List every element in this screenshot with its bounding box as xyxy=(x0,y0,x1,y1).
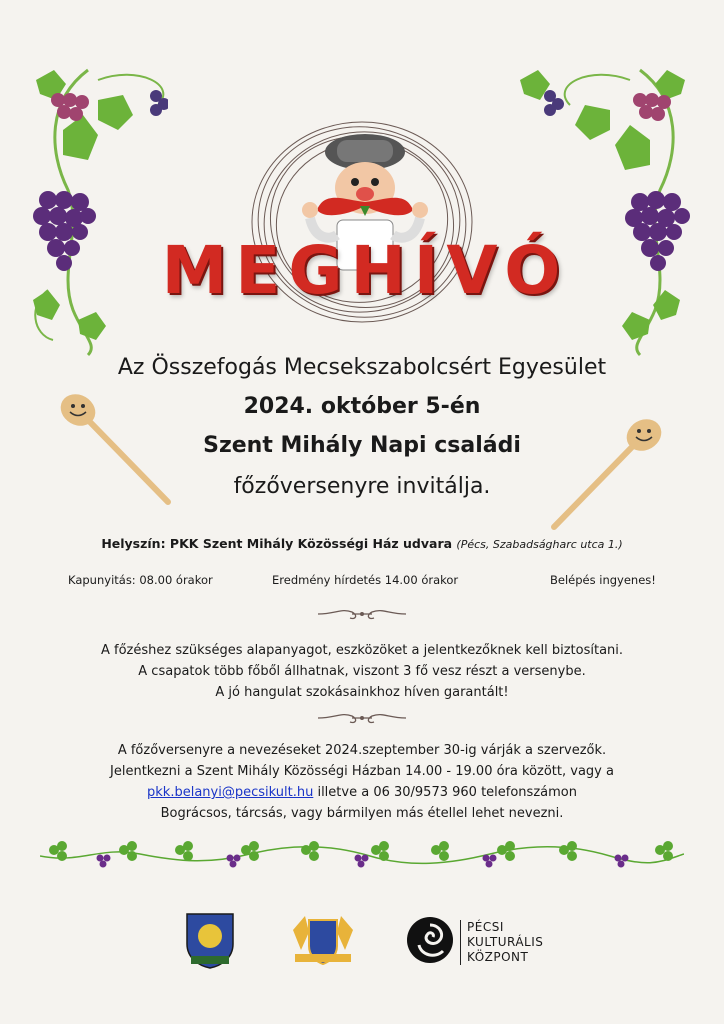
registration-line-3 xyxy=(0,782,724,803)
phone-text: illetve a 06 30/9573 960 telefonszámon xyxy=(313,785,577,800)
rules-line-2: A csapatok több főből állhatnak, viszont 3 fő vesz részt a versenybe. xyxy=(138,664,586,679)
pkk-logo-text xyxy=(460,920,543,965)
ornament-divider-icon xyxy=(316,710,408,726)
organizer-line: Az Összefogás Mecsekszabolcsért Egyesület xyxy=(117,355,607,380)
pkk-text-line-3: KÖZPONT xyxy=(467,950,529,964)
poster-title: MEGHÍVÓ xyxy=(161,232,569,309)
grape-vine-top-left-icon xyxy=(28,60,168,360)
registration-paragraph xyxy=(0,740,724,824)
pkk-text-line-2: KULTURÁLIS xyxy=(467,935,544,949)
registration-line-2: Jelentkezni a Szent Mihály Közösségi Házban 14.00 - 19.00 óra között, vagy a xyxy=(110,764,614,779)
pecsi-kulturalis-kozpont-logo-icon xyxy=(405,915,455,965)
grape-border-icon xyxy=(40,834,684,872)
grape-vine-top-right-icon xyxy=(500,60,700,360)
location-line xyxy=(0,536,724,551)
results-time-text: Eredmény hírdetés 14.00 órakor xyxy=(272,573,459,587)
location-address: (Pécs, Szabadságharc utca 1.) xyxy=(456,538,623,551)
email-link[interactable]: pkk.belanyi@pecsikult.hu xyxy=(147,785,314,800)
pkk-text-line-1: PÉCSI xyxy=(467,920,504,934)
rules-line-3: A jó hangulat szokásainkhoz híven garantált! xyxy=(215,685,509,700)
gate-opening-text: Kapunyitás: 08.00 órakor xyxy=(68,573,213,587)
event-type: főzőversenyre invitálja. xyxy=(233,474,491,499)
location-label: Helyszín: PKK Szent Mihály Közösségi Ház udvara xyxy=(101,536,453,551)
ornament-divider-icon xyxy=(316,606,408,622)
osszefogas-association-logo-icon xyxy=(285,910,361,970)
event-date: 2024. október 5-én xyxy=(243,394,481,419)
rules-line-1: A főzéshez szükséges alapanyagot, eszközöket a jelentkezőknek kell biztosítani. xyxy=(100,643,624,658)
free-entry-text: Belépés ingyenes! xyxy=(550,573,656,587)
event-name: Szent Mihály Napi családi xyxy=(203,433,521,458)
registration-line-4: Bográcsos, tárcsás, vagy bármilyen más étellel lehet nevezni. xyxy=(160,806,564,821)
mecsekszabolcs-coat-of-arms-icon xyxy=(183,910,237,970)
rules-paragraph xyxy=(0,640,724,703)
registration-line-1: A főzőversenyre a nevezéseket 2024.szeptember 30-ig várják a szervezők. xyxy=(117,743,607,758)
